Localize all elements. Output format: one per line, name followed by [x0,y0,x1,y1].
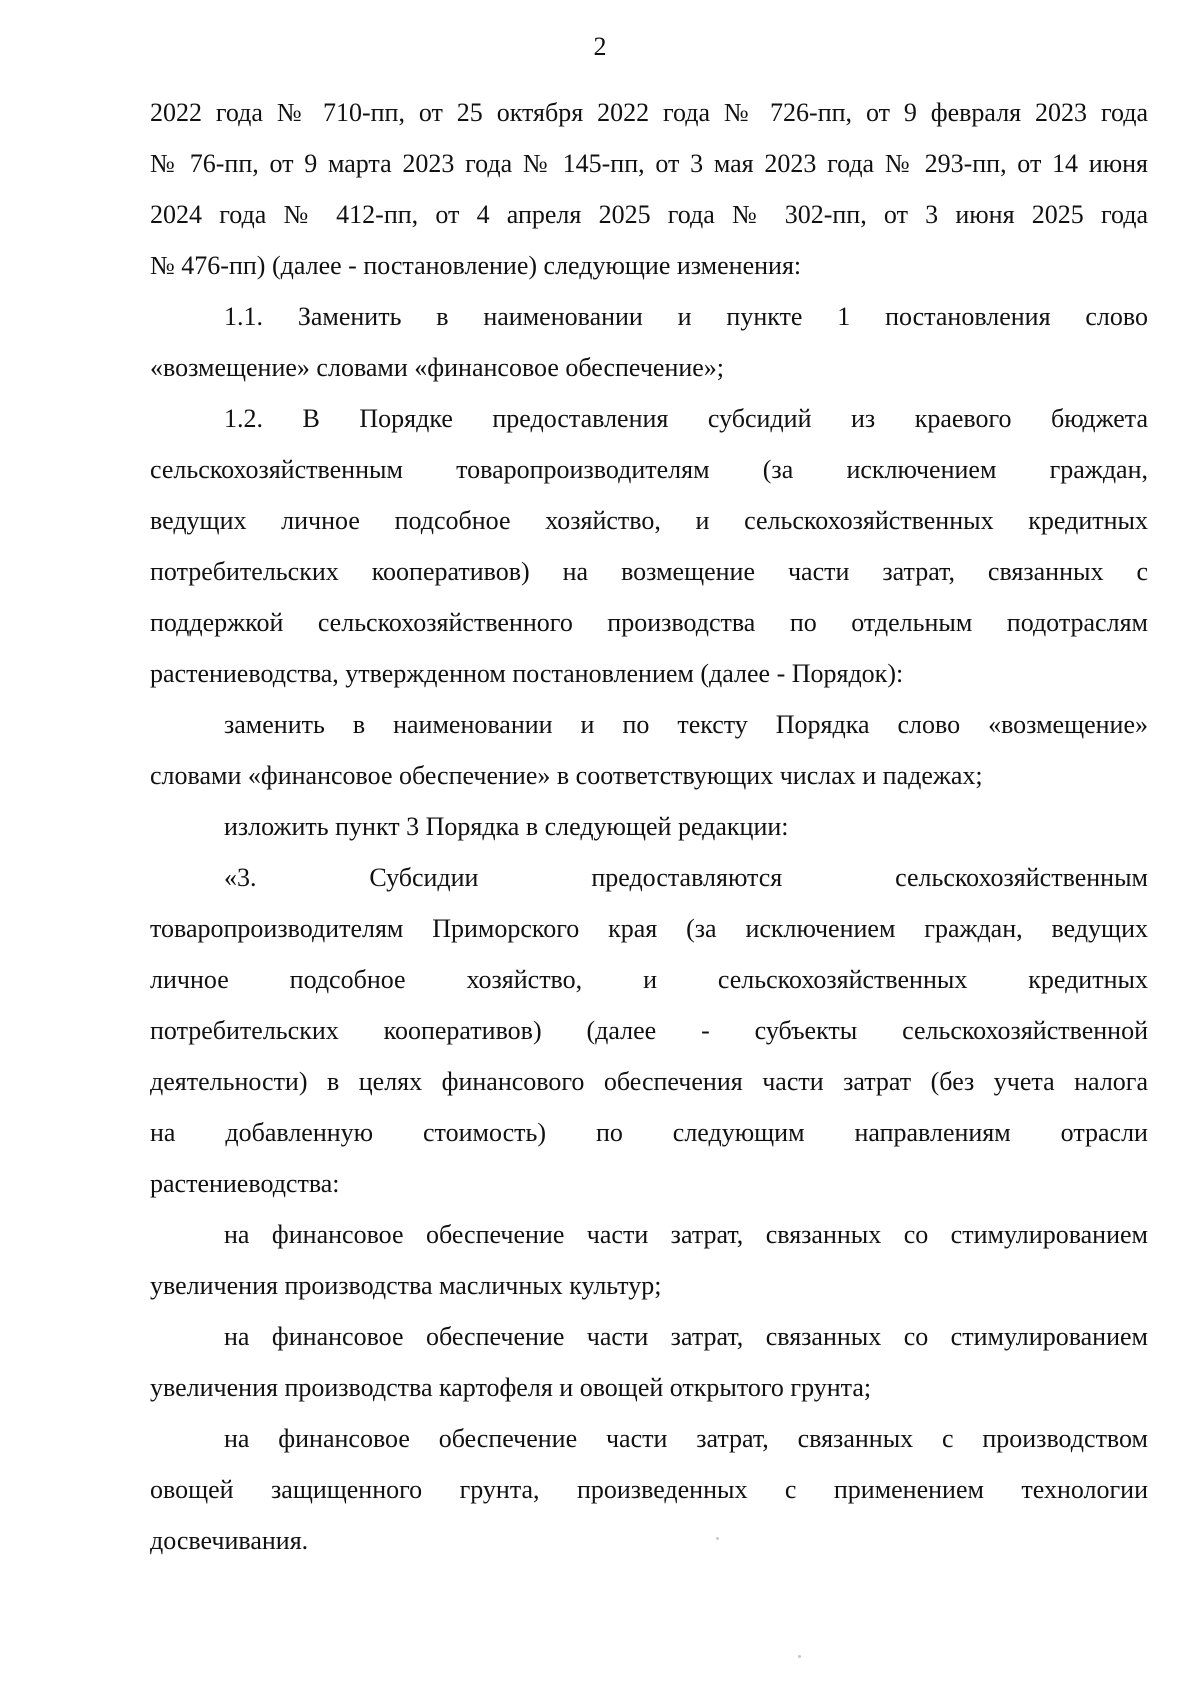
text-line-spaced [150,852,1148,903]
text-line: 2024 года № 412-пп, от 4 апреля 2025 года № 302-пп, от 3 июня 2025 года [150,200,1148,229]
text-line: «возмещение» словами «финансовое обеспечение»; [150,353,725,382]
text-line: заменить в наименовании и по тексту Порядка слово «возмещение» [224,710,1148,739]
word: сельскохозяйственным [895,863,1148,892]
paragraph-1-1 [150,291,1148,393]
text-line: изложить пункт 3 Порядка в следующей редакции: [224,812,789,841]
text-line: растениеводства: [150,1169,340,1198]
word: личное [150,965,229,994]
word: подсобное [289,965,406,994]
word: и [643,965,657,994]
paragraph-1-2 [150,393,1148,699]
text-line-spaced [150,1107,1148,1158]
text-line: № 76-пп, от 9 марта 2023 года № 145-пп, от 3 мая 2023 года № 293-пп, от 14 июня [150,149,1148,178]
word: добавленную [225,1118,374,1147]
text-line: поддержкой сельскохозяйственного производства по отдельным подотраслям [150,608,1148,637]
paragraph-direction-greenhouse [150,1413,1148,1566]
word: на [150,1118,176,1147]
scan-speck [716,1537,719,1540]
paragraph-amendments-list [150,87,1148,291]
text-line: сельскохозяйственным товаропроизводителям (за исключением граждан, [150,455,1148,484]
text-line: на финансовое обеспечение части затрат, связанных со стимулированием [224,1220,1148,1249]
scan-speck [798,1655,801,1658]
text-line: деятельности) в целях финансового обеспечения части затрат (без учета налога [150,1067,1148,1096]
word: направлениям [854,1118,1011,1147]
text-line: потребительских кооперативов) (далее - субъекты сельскохозяйственной [150,1016,1148,1045]
word: по [595,1118,623,1147]
text-line: растениеводства, утвержденном постановлением (далее - Порядок): [150,659,904,688]
text-line: на финансовое обеспечение части затрат, связанных со стимулированием [224,1322,1148,1351]
page-number: 2 [593,32,607,61]
text-line: № 476-пп) (далее - постановление) следующие изменения: [150,251,802,280]
word: сельскохозяйственных [717,965,968,994]
text-line: ведущих личное подсобное хозяйство, и сельскохозяйственных кредитных [150,506,1148,535]
word: предоставляются [591,863,783,892]
text-line: потребительских кооперативов) на возмещение части затрат, связанных с [150,557,1148,586]
text-line: увеличения производства картофеля и овощей открытого грунта; [150,1373,872,1402]
paragraph-point-3-quote [150,852,1148,1209]
text-line: на финансовое обеспечение части затрат, связанных с производством [224,1424,1148,1453]
word: кредитных [1028,965,1148,994]
text-line: 1.1. Заменить в наименовании и пункте 1 постановления слово [224,302,1148,331]
text-line: овощей защищенного грунта, произведенных с применением технологии [150,1475,1148,1504]
word: отрасли [1060,1118,1148,1147]
word: хозяйство, [466,965,583,994]
text-line: товаропроизводителям Приморского края (за исключением граждан, ведущих [150,914,1148,943]
word: стоимость) [423,1118,547,1147]
word: следующим [672,1118,805,1147]
paragraph-replace-word [150,699,1148,801]
paragraph-direction-potatoes [150,1311,1148,1413]
word: «3. [224,863,257,892]
text-line-spaced [150,954,1148,1005]
text-line: 2022 года № 710-пп, от 25 октября 2022 года № 726-пп, от 9 февраля 2023 года [150,98,1148,127]
paragraph-restate-point-3 [150,801,1148,852]
word: Субсидии [369,863,479,892]
text-line: 1.2. В Порядке предоставления субсидий из краевого бюджета [224,404,1148,433]
document-body [150,87,1148,1566]
text-line: увеличения производства масличных культур; [150,1271,662,1300]
text-line: словами «финансовое обеспечение» в соответствующих числах и падежах; [150,761,983,790]
paragraph-direction-oilseeds [150,1209,1148,1311]
text-line: досвечивания. [150,1526,309,1555]
